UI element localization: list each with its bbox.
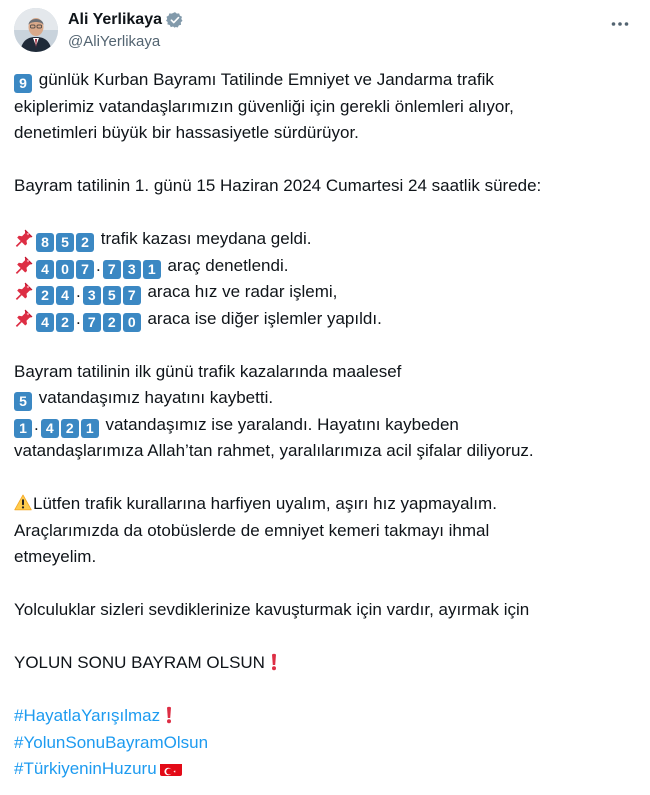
warning-line-2: Araçlarımızda da otobüslerde de emniyet kemeri takmayı ihmal bbox=[14, 520, 490, 540]
keycap-digit: 4 bbox=[56, 286, 74, 305]
period-line: Bayram tatilinin 1. günü 15 Haziran 2024 Cumartesi 24 saatlik sürede: bbox=[14, 176, 542, 195]
keycap-digit: 5 bbox=[14, 392, 32, 411]
keycap-digit: 2 bbox=[36, 286, 54, 305]
author-handle[interactable]: @AliYerlikaya bbox=[68, 33, 161, 50]
keycap-digit: 2 bbox=[61, 419, 79, 438]
stat-text: araca ise diğer işlemler yapıldı. bbox=[147, 308, 382, 328]
warning-icon bbox=[14, 493, 32, 510]
deaths-line bbox=[14, 385, 634, 412]
casualty-line: Bayram tatilinin ilk günü trafik kazalarında maalesef bbox=[14, 361, 402, 381]
keycap-digit: 8 bbox=[36, 233, 54, 252]
stat-row bbox=[14, 306, 634, 333]
keycap-number bbox=[14, 70, 34, 89]
keycap-digit: 7 bbox=[103, 260, 121, 279]
keycap-digit: 4 bbox=[41, 419, 59, 438]
keycap-digit: 4 bbox=[36, 313, 54, 332]
slogan-text: YOLUN SONU BAYRAM OLSUN bbox=[14, 653, 265, 672]
journey-line: Yolculuklar sizleri sevdiklerinize kavuşturmak için vardır, ayırmak için bbox=[14, 600, 530, 619]
injured-text: vatandaşımız ise yaralandı. Hayatını kaybeden bbox=[105, 414, 459, 434]
condolence-line: vatandaşlarımıza Allah’tan rahmet, yaralılarımıza acil şifalar diliyoruz. bbox=[14, 441, 534, 460]
warning-line-3: etmeyelim. bbox=[14, 547, 97, 566]
pushpin-icon bbox=[14, 228, 34, 248]
pushpin-icon bbox=[14, 281, 34, 301]
stat-row bbox=[14, 253, 634, 280]
keycap-number bbox=[36, 282, 143, 301]
keycap-digit: 4 bbox=[36, 260, 54, 279]
intro-line-1 bbox=[14, 67, 634, 94]
keycap-separator: . bbox=[76, 308, 81, 328]
slogan-line bbox=[14, 650, 634, 677]
pushpin-icon bbox=[14, 255, 34, 275]
keycap-number bbox=[36, 229, 96, 248]
verified-badge-icon[interactable] bbox=[166, 11, 184, 29]
keycap-digit: 2 bbox=[76, 233, 94, 252]
stat-text: trafik kazası meydana geldi. bbox=[100, 229, 312, 248]
keycap-digit: 1 bbox=[81, 419, 99, 438]
author-name[interactable]: Ali Yerlikaya bbox=[68, 11, 162, 28]
injured-line bbox=[14, 412, 634, 439]
keycap-digit: 9 bbox=[14, 74, 32, 93]
exclamation-icon bbox=[164, 706, 174, 724]
stat-row bbox=[14, 226, 634, 253]
warning-line-1 bbox=[14, 491, 634, 518]
keycap-digit: 7 bbox=[83, 313, 101, 332]
exclamation-icon bbox=[269, 653, 279, 671]
more-options-button[interactable] bbox=[610, 14, 630, 34]
pushpin-icon bbox=[14, 308, 34, 328]
keycap-digit: 7 bbox=[123, 286, 141, 305]
intro-line-2: ekiplerimiz vatandaşlarımızın güvenliği için gerekli önlemleri alıyor, bbox=[14, 96, 514, 116]
warning-text: Lütfen trafik kurallarına harfiyen uyalım, aşırı hız yapmayalım. bbox=[33, 494, 497, 513]
keycap-digit: 0 bbox=[56, 260, 74, 279]
keycap-separator: . bbox=[76, 282, 81, 301]
author-names bbox=[68, 10, 184, 50]
deaths-text: vatandaşımız hayatını kaybetti. bbox=[38, 388, 274, 407]
keycap-separator: . bbox=[96, 255, 101, 275]
keycap-digit: 7 bbox=[76, 260, 94, 279]
intro-line-3: denetimleri büyük bir hassasiyetle sürdürüyor. bbox=[14, 123, 359, 142]
keycap-number bbox=[36, 256, 163, 275]
keycap-digit: 3 bbox=[83, 286, 101, 305]
author-avatar[interactable] bbox=[14, 8, 58, 52]
stat-text: araç denetlendi. bbox=[167, 255, 289, 275]
hashtag-link[interactable]: #TürkiyeninHuzuru bbox=[14, 759, 157, 778]
tweet-header bbox=[14, 8, 636, 56]
keycap-number bbox=[14, 388, 34, 407]
stat-row bbox=[14, 279, 634, 306]
turkey-flag-icon bbox=[160, 761, 182, 776]
intro-text: günlük Kurban Bayramı Tatilinde Emniyet ve Jandarma trafik bbox=[38, 70, 494, 89]
keycap-digit: 2 bbox=[103, 313, 121, 332]
keycap-digit: 0 bbox=[123, 313, 141, 332]
hashtag-link[interactable]: #YolunSonuBayramOlsun bbox=[14, 732, 209, 752]
keycap-digit: 1 bbox=[143, 260, 161, 279]
hashtag-link[interactable]: #HayatlaYarışılmaz bbox=[14, 706, 161, 725]
keycap-number bbox=[14, 415, 101, 434]
keycap-digit: 1 bbox=[14, 419, 32, 438]
keycap-number bbox=[36, 309, 143, 328]
keycap-separator: . bbox=[34, 414, 39, 434]
keycap-digit: 3 bbox=[123, 260, 141, 279]
more-horizontal-icon bbox=[611, 21, 629, 27]
keycap-digit: 2 bbox=[56, 313, 74, 332]
stat-text: araca hız ve radar işlemi, bbox=[147, 282, 338, 301]
keycap-digit: 5 bbox=[56, 233, 74, 252]
hashtag-line bbox=[14, 730, 634, 757]
hashtag-line bbox=[14, 703, 634, 730]
hashtag-line bbox=[14, 756, 634, 783]
tweet-text bbox=[14, 67, 634, 783]
keycap-digit: 5 bbox=[103, 286, 121, 305]
